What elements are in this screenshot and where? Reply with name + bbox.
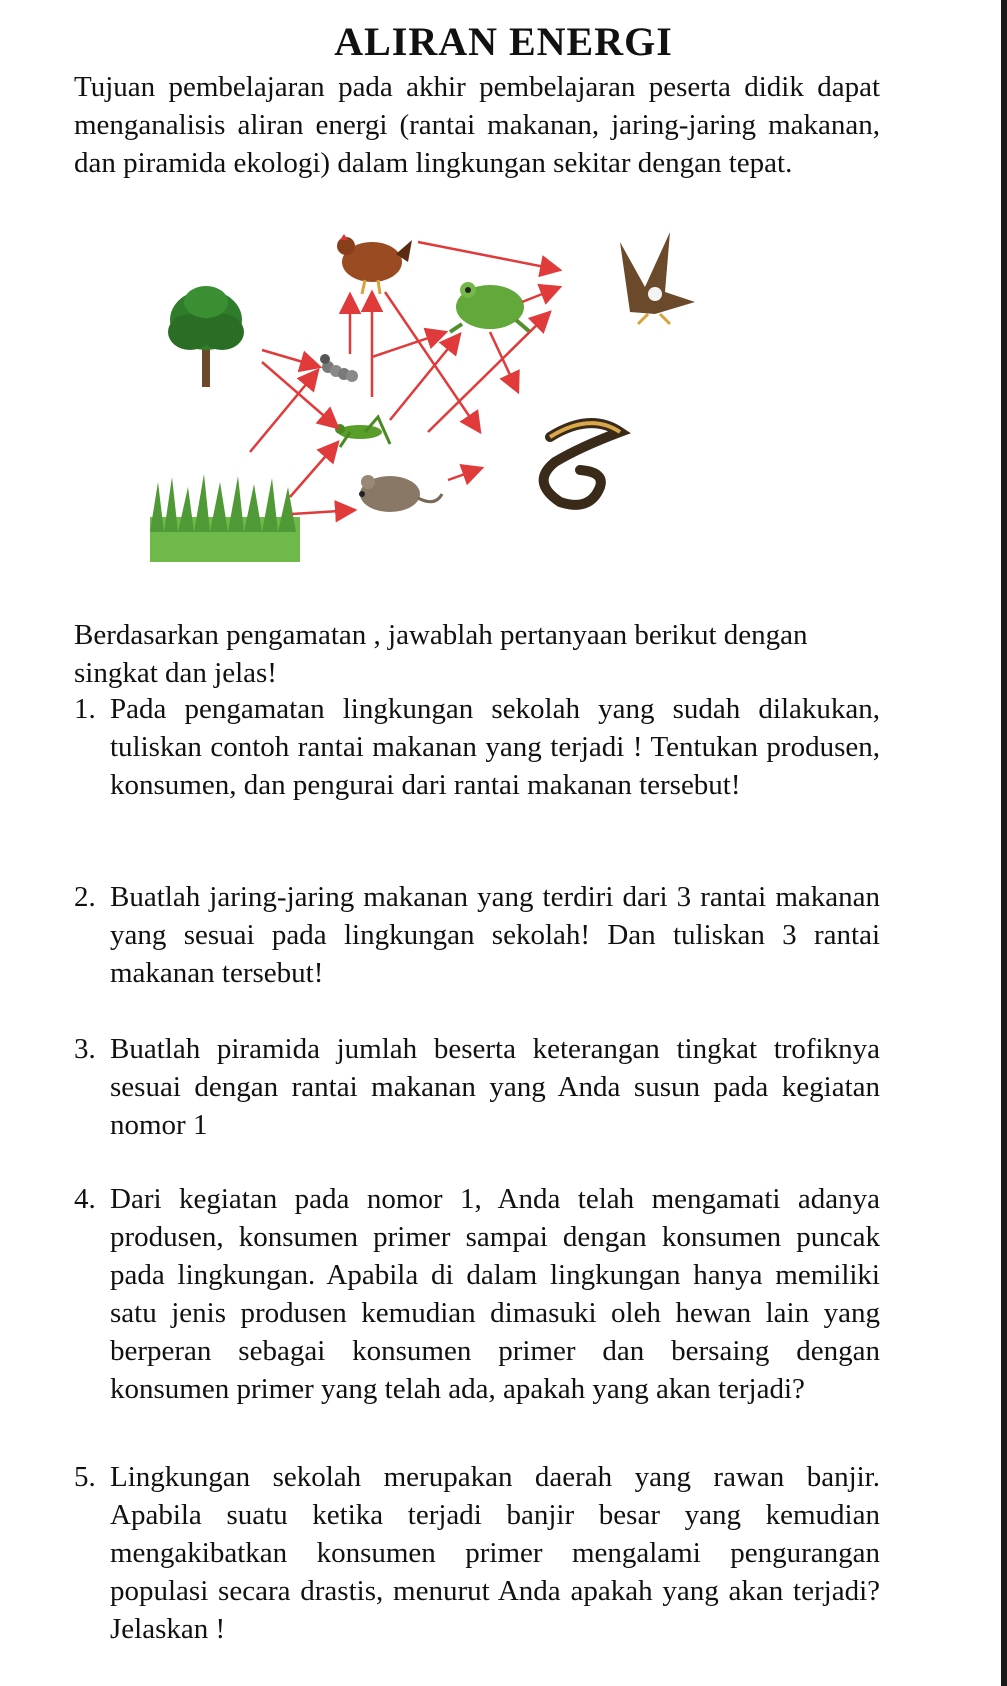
grasshopper-icon (335, 417, 390, 447)
question-text: Pada pengamatan lingkungan sekolah yang sudah dilakukan, tuliskan contoh rantai makanan yang terjadi ! Tentukan produsen, konsumen, dan pengurai dari rantai makanan tersebut! (110, 693, 880, 801)
question-text: Dari kegiatan pada nomor 1, Anda telah mengamati adanya produsen, konsumen primer sampai dengan konsumen puncak pada lingkungan. Apabila di dalam lingkungan hanya memiliki satu jenis produsen kemudian dimasuki oleh hewan lain yang berperan sebagai konsumen primer dan bersaing dengan konsumen primer yang telah ada, apakah yang akan terjadi? (110, 1183, 880, 1405)
question-number: 2. (74, 881, 96, 913)
energy-arrows (250, 242, 560, 514)
question-text: Buatlah piramida jumlah beserta keterangan tingkat trofiknya sesuai dengan rantai makanan yang Anda susun pada kegiatan nomor 1 (110, 1033, 880, 1141)
question-number: 4. (74, 1183, 96, 1215)
snake-icon (544, 423, 620, 505)
caterpillar-icon (320, 354, 358, 382)
question-text: Buatlah jaring-jaring makanan yang terdiri dari 3 rantai makanan yang sesuai pada lingkungan sekolah! Dan tuliskan 3 rantai makanan tersebut! (110, 881, 880, 989)
page-title: ALIRAN ENERGI (334, 19, 673, 64)
frog-icon (450, 282, 530, 332)
grass-icon (150, 474, 300, 562)
question-number: 3. (74, 1033, 96, 1065)
question-item (74, 1180, 880, 1408)
chicken-icon (337, 234, 412, 294)
question-item (74, 1030, 880, 1144)
eagle-icon (620, 232, 695, 324)
question-item (74, 690, 880, 804)
learning-objective: Tujuan pembelajaran pada akhir pembelajaran peserta didik dapat menganalisis aliran energi (rantai makanan, jaring-jaring makanan, dan piramida ekologi) dalam lingkungan sekitar dengan tepat. (74, 71, 880, 179)
tree-icon (168, 286, 244, 387)
page-edge (1001, 0, 1007, 1686)
question-text: Lingkungan sekolah merupakan daerah yang rawan banjir. Apabila suatu ketika terjadi banjir besar yang kemudian mengakibatkan konsumen primer mengalami pengurangan populasi secara drastis, menurut Anda apakah yang akan terjadi? Jelaskan ! (110, 1461, 880, 1645)
question-number: 5. (74, 1461, 96, 1493)
question-item (74, 878, 880, 992)
instruction-text: Berdasarkan pengamatan , jawablah pertanyaan berikut dengan singkat dan jelas! (74, 619, 808, 689)
question-number: 1. (74, 693, 96, 725)
mouse-icon (359, 475, 442, 512)
food-web-diagram (150, 232, 710, 592)
question-item (74, 1458, 880, 1648)
